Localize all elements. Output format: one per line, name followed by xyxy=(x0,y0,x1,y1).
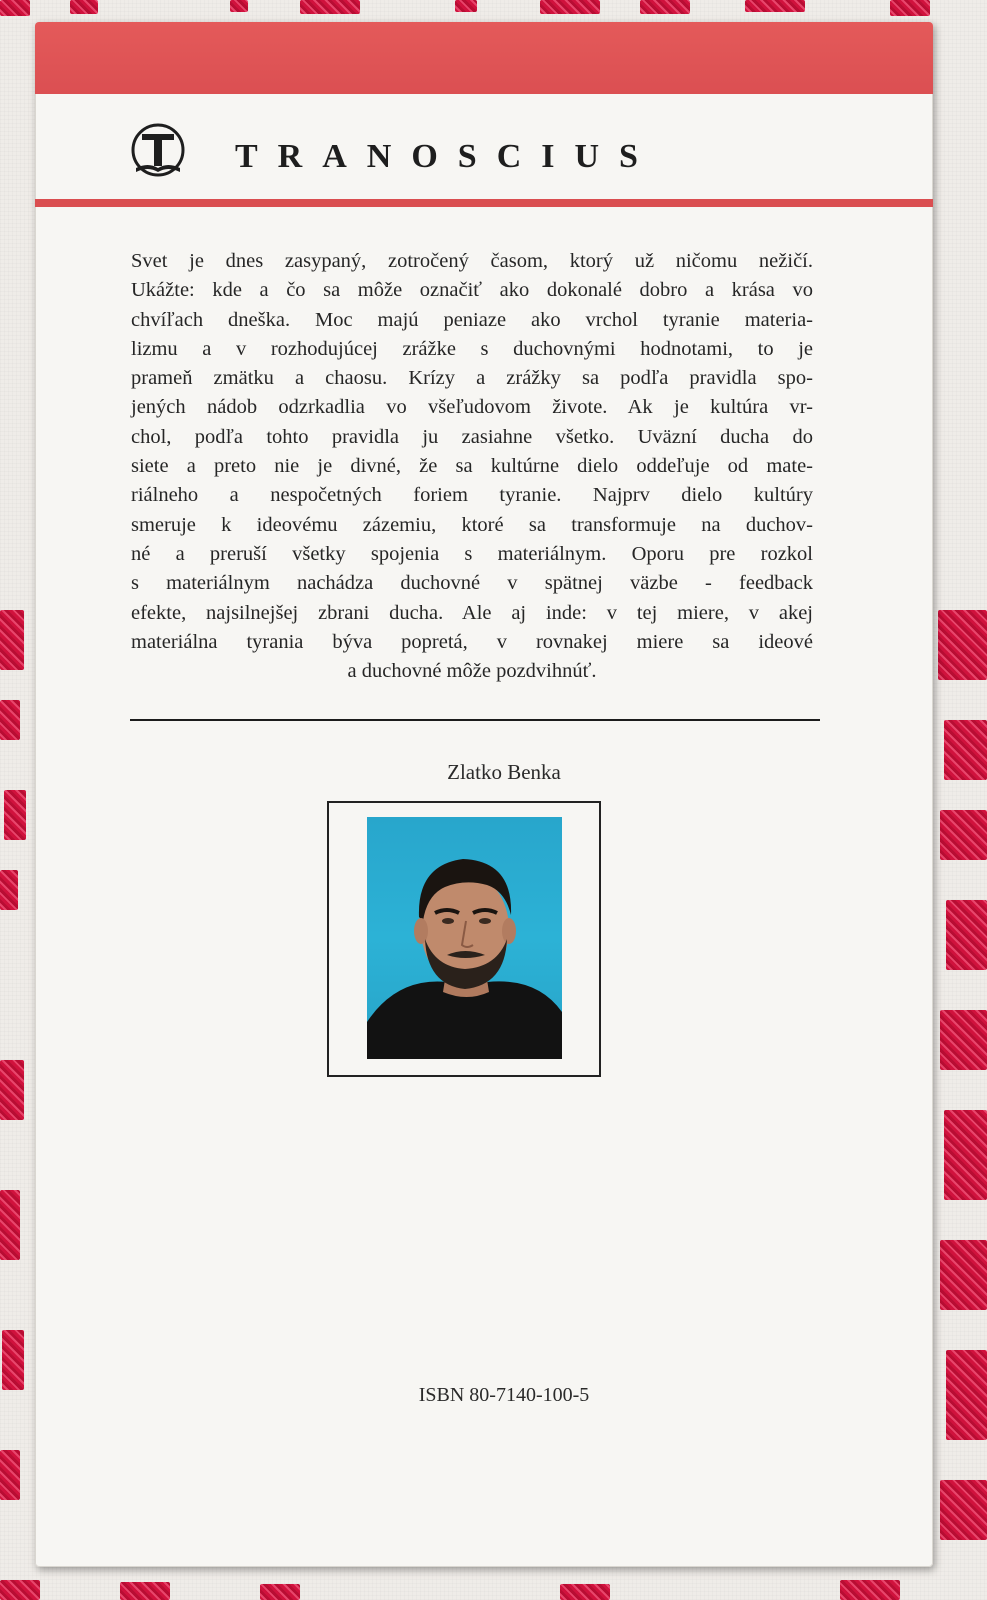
book-back-cover xyxy=(35,22,933,1567)
publisher-name: TRANOSCIUS xyxy=(235,138,658,175)
embroidery-stitch xyxy=(0,0,30,16)
embroidery-stitch xyxy=(944,1110,987,1200)
blurb-line: s materiálnym nachádza duchovné v spätnej väzbe - feedback xyxy=(131,572,813,595)
embroidery-stitch xyxy=(560,1584,610,1600)
embroidery-stitch xyxy=(300,0,360,14)
embroidery-stitch xyxy=(640,0,690,14)
blurb-line: chol, podľa tohto pravidla ju zasiahne všetko. Uväzní ducha do xyxy=(131,425,813,448)
portrait-illustration xyxy=(367,817,562,1059)
blurb-line: chvíľach dneška. Moc majú peniaze ako vrchol tyranie materia- xyxy=(131,308,813,331)
blurb-line: Ukážte: kde a čo sa môže označiť ako dokonalé dobro a krása vo xyxy=(131,279,813,302)
embroidery-stitch xyxy=(120,1582,170,1600)
tranoscius-logo-icon xyxy=(128,122,188,178)
embroidery-stitch xyxy=(4,790,26,840)
embroidery-stitch xyxy=(260,1584,300,1600)
embroidery-stitch xyxy=(745,0,805,12)
embroidery-stitch xyxy=(940,1480,987,1540)
embroidery-stitch xyxy=(0,1060,24,1120)
embroidery-stitch xyxy=(0,1580,40,1600)
blurb-line: efekte, najsilnejšej zbrani ducha. Ale aj inde: v tej miere, v akej xyxy=(131,601,813,624)
isbn-number: ISBN 80-7140-100-5 xyxy=(418,1384,590,1406)
embroidery-stitch xyxy=(0,610,24,670)
embroidery-stitch xyxy=(940,1010,987,1070)
embroidery-stitch xyxy=(230,0,248,12)
publisher-header xyxy=(35,94,933,198)
embroidery-stitch xyxy=(0,1190,20,1260)
blurb-line: Svet je dnes zasypaný, zotročený časom, ktorý už ničomu nežičí. xyxy=(131,250,813,272)
embroidery-stitch xyxy=(70,0,98,14)
author-photo-frame xyxy=(327,801,601,1077)
embroidery-stitch xyxy=(455,0,477,12)
embroidery-stitch xyxy=(946,900,987,970)
embroidery-stitch xyxy=(0,1450,20,1500)
embroidery-stitch xyxy=(2,1330,24,1390)
embroidery-stitch xyxy=(890,0,930,16)
blurb-line: smeruje k ideovému zázemiu, ktoré sa transformuje na duchov- xyxy=(131,513,813,536)
author-name: Zlatko Benka xyxy=(447,760,561,784)
blurb-line: jených nádob odzrkadlia vo všeľudovom živote. Ak je kultúra vr- xyxy=(131,396,813,419)
embroidery-stitch xyxy=(944,720,987,780)
embroidery-stitch xyxy=(540,0,600,14)
embroidery-stitch xyxy=(940,810,987,860)
section-divider xyxy=(130,719,820,721)
header-divider-rule xyxy=(35,199,933,207)
blurb-line: siete a preto nie je divné, že sa kultúrne dielo oddeľuje od mate- xyxy=(131,455,813,478)
blurb-line: né a preruší všetky spojenia s materiálnym. Oporu pre rozkol xyxy=(131,542,813,565)
embroidery-stitch xyxy=(946,1350,987,1440)
blurb-line: materiálna tyrania býva popretá, v rovnakej miere sa ideové xyxy=(131,630,813,653)
embroidery-stitch xyxy=(940,1240,987,1310)
embroidery-stitch xyxy=(938,610,987,680)
blurb-text xyxy=(131,247,813,686)
author-portrait-photo xyxy=(367,817,562,1059)
embroidery-stitch xyxy=(840,1580,900,1600)
embroidery-stitch xyxy=(0,700,20,740)
blurb-line: riálneho a nespočetných foriem tyranie. Najprv dielo kultúry xyxy=(131,484,813,507)
embroidery-stitch xyxy=(0,870,18,910)
cover-red-band xyxy=(35,22,933,94)
blurb-line: prameň zmätku a chaosu. Krízy a zrážky sa podľa pravidla spo- xyxy=(131,367,813,390)
blurb-line: lizmu a v rozhodujúcej zrážke s duchovnými hodnotami, to je xyxy=(131,337,813,360)
blurb-line: a duchovné môže pozdvihnúť. xyxy=(347,660,597,683)
